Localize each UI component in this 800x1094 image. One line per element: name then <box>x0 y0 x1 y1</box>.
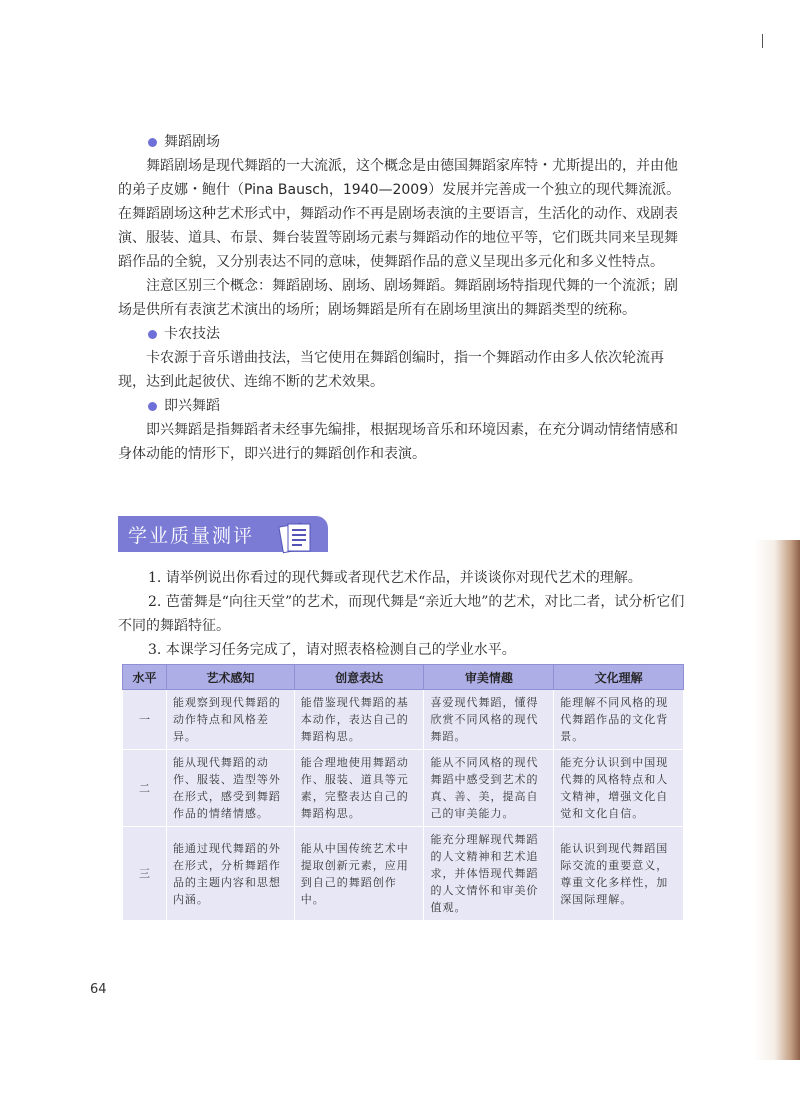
page-number: 64 <box>90 982 107 997</box>
table-cell: 二 <box>123 750 167 827</box>
table-cell: 能观察到现代舞蹈的动作特点和风格差异。 <box>166 690 294 750</box>
table-cell: 一 <box>123 690 167 750</box>
section-heading <box>148 322 686 346</box>
section-heading <box>148 130 686 154</box>
question-item: 3. 本课学习任务完成了，请对照表格检测自己的学业水平。 <box>148 642 516 658</box>
table-cell: 能通过现代舞蹈的外在形式，分析舞蹈作品的主题内容和思想内涵。 <box>166 827 294 921</box>
assessment-table <box>122 664 684 921</box>
assessment-banner <box>118 516 328 552</box>
page-edge-image-strip <box>754 540 800 1060</box>
glossary-content <box>118 130 686 466</box>
table-header-cell: 审美情趣 <box>424 665 554 690</box>
section-paragraph: 即兴舞蹈是指舞蹈者未经事先编排，根据现场音乐和环境因素，在充分调动情绪情感和身体动能的情形下，即兴进行的舞蹈创作和表演。 <box>118 422 678 462</box>
table-row <box>123 827 684 921</box>
bullet-dot-icon <box>148 138 157 147</box>
table-header-cell: 水平 <box>123 665 167 690</box>
section-title: 舞蹈剧场 <box>164 134 220 150</box>
table-cell: 能借鉴现代舞蹈的基本动作，表达自己的舞蹈构思。 <box>294 690 424 750</box>
table-cell: 能合理地使用舞蹈动作、服装、道具等元素，完整表达自己的舞蹈构思。 <box>294 750 424 827</box>
table-cell: 能充分认识到中国现代舞的风格特点和人文精神，增强文化自觉和文化自信。 <box>554 750 684 827</box>
table-cell: 能理解不同风格的现代舞蹈作品的文化背景。 <box>554 690 684 750</box>
section-title: 卡农技法 <box>164 326 220 342</box>
assessment-questions <box>118 566 686 662</box>
table-header-cell: 艺术感知 <box>166 665 294 690</box>
table-cell: 能从中国传统艺术中提取创新元素，应用到自己的舞蹈创作中。 <box>294 827 424 921</box>
section-paragraph: 舞蹈剧场是现代舞蹈的一大流派，这个概念是由德国舞蹈家库特・尤斯提出的，并由他的弟子皮娜・鲍什（Pina Bausch，1940—2009）发展并完善成一个独立的现代舞流派。在舞蹈剧场这种艺术形式中，舞蹈动作不再是剧场表演的主要语言，生活化的动作、戏剧表演、服装、道具、布景、舞台装置等剧场元素与舞蹈动作的地位平等，它们既共同来呈现舞蹈作品的全貌，又分别表达不同的意味，使舞蹈作品的意义呈现出多元化和多义性特点。 <box>118 158 681 270</box>
table-cell: 能从不同风格的现代舞蹈中感受到艺术的真、善、美，提高自己的审美能力。 <box>424 750 554 827</box>
table-cell: 能从现代舞蹈的动作、服装、造型等外在形式，感受到舞蹈作品的情绪情感。 <box>166 750 294 827</box>
assessment-title: 学业质量测评 <box>128 524 255 547</box>
question-item: 1. 请举例说出你看过的现代舞或者现代艺术作品，并谈谈你对现代艺术的理解。 <box>148 570 642 586</box>
table-row <box>123 750 684 827</box>
bullet-dot-icon <box>148 330 157 339</box>
table-header-cell: 创意表达 <box>294 665 424 690</box>
section-title: 即兴舞蹈 <box>164 398 220 414</box>
section-heading <box>148 394 686 418</box>
document-list-icon <box>278 520 314 554</box>
question-item: 2. 芭蕾舞是“向往天堂”的艺术，而现代舞是“亲近大地”的艺术，对比二者，试分析它们不同的舞蹈特征。 <box>118 594 685 634</box>
table-row <box>123 690 684 750</box>
section-paragraph: 卡农源于音乐谱曲技法，当它使用在舞蹈创编时，指一个舞蹈动作由多人依次轮流再现，达到此起彼伏、连绵不断的艺术效果。 <box>118 350 664 390</box>
table-cell: 能认识到现代舞蹈国际交流的重要意义，尊重文化多样性，加深国际理解。 <box>554 827 684 921</box>
bullet-dot-icon <box>148 402 157 411</box>
table-cell: 能充分理解现代舞蹈的人文精神和艺术追求，并体悟现代舞蹈的人文情怀和审美价值观。 <box>424 827 554 921</box>
table-cell: 三 <box>123 827 167 921</box>
page-edge-mark <box>762 34 763 48</box>
section-paragraph: 注意区别三个概念：舞蹈剧场、剧场、剧场舞蹈。舞蹈剧场特指现代舞的一个流派；剧场是供所有表演艺术演出的场所；剧场舞蹈是所有在剧场里演出的舞蹈类型的统称。 <box>118 278 678 318</box>
table-cell: 喜爱现代舞蹈，懂得欣赏不同风格的现代舞蹈。 <box>424 690 554 750</box>
table-header-row <box>123 665 684 690</box>
table-header-cell: 文化理解 <box>554 665 684 690</box>
